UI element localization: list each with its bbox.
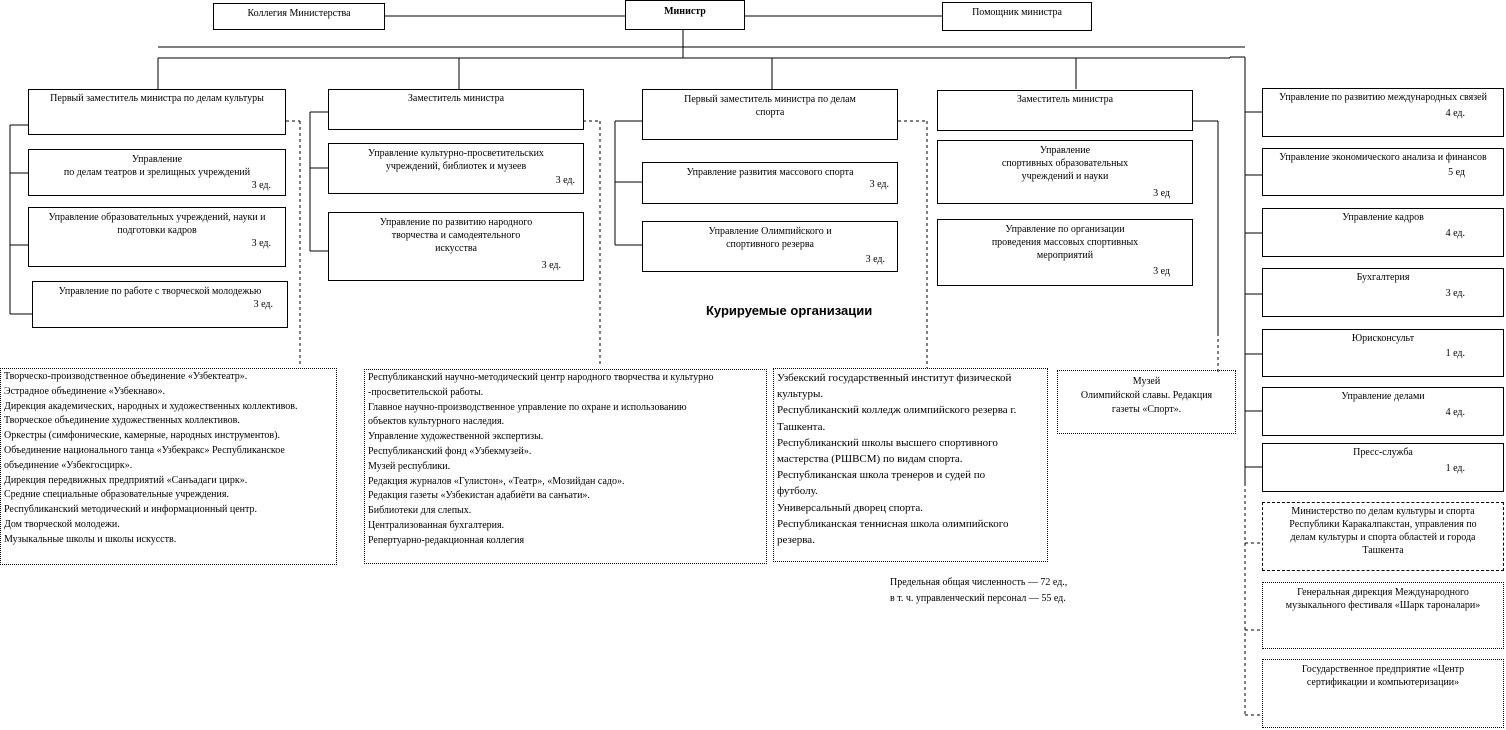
right-dotted-festival-box <box>1262 582 1504 649</box>
right-unit-economics-box <box>1262 148 1504 196</box>
list-item: Репертуарно-редакционная коллегия <box>368 534 525 546</box>
list-item: Средние специальные образовательные учреждения. <box>4 489 229 501</box>
right-dotted-certification-box <box>1262 659 1504 728</box>
list-item: Главное научно-производственное управление по охране и использованию <box>368 401 687 413</box>
dotted-line: Ташкента <box>1362 545 1404 556</box>
unit-line: Управление по развитию народного <box>379 217 533 228</box>
assistant-label: Помощник министра <box>972 7 1062 18</box>
list-item: Музей <box>1132 376 1161 387</box>
collegium-box <box>213 3 385 30</box>
right-unit-title: Управление экономического анализа и финансов <box>1279 152 1487 163</box>
list-item: Республиканская школа тренеров и судей по <box>777 469 986 482</box>
unit-line: проведения массовых спортивных <box>991 237 1139 248</box>
list-item: Управление художественной экспертизы. <box>368 431 544 443</box>
unit-count: 3 ед <box>1153 266 1170 277</box>
list-item: Централизованная бухгалтерия. <box>368 519 505 531</box>
unit-folk-art-box <box>328 212 584 281</box>
deputy-minister-sport-box <box>937 90 1193 131</box>
first-deputy-culture-box <box>28 89 286 135</box>
head-line: спорта <box>755 107 785 118</box>
right-unit-accounting-box <box>1262 268 1504 317</box>
list-item: футболу. <box>777 485 818 498</box>
deputy-minister-label: Заместитель министра <box>407 93 505 104</box>
headcount-total: Предельная общая численность — 72 ед., <box>890 577 1068 588</box>
list-item: Библиотеки для слепых. <box>368 505 472 517</box>
unit-line: учреждений и науки <box>1021 171 1109 182</box>
right-unit-title: Пресс-служба <box>1353 447 1413 458</box>
headcount-management: в т. ч. управленческий персонал — 55 ед. <box>890 593 1066 604</box>
unit-count: 3 ед. <box>253 299 273 310</box>
unit-line: мероприятий <box>1036 250 1094 261</box>
list-item: мастерства (РШВСМ) по видам спорта. <box>777 453 963 466</box>
right-unit-title: Управление по развитию международных связей <box>1279 92 1487 103</box>
dotted-line: музыкального фестиваля «Шарк тароналари» <box>1285 600 1481 611</box>
right-unit-legal-box <box>1262 329 1504 377</box>
unit-mass-events-box <box>937 219 1193 286</box>
list-item: Редакция журналов «Гулистон», «Театр», «Мозийдан садо». <box>368 475 625 487</box>
right-unit-title: Управление кадров <box>1342 212 1424 223</box>
unit-count: 3 ед. <box>541 260 561 271</box>
unit-line: Управление образовательных учреждений, науки и <box>48 212 266 223</box>
list-item: Редакция газеты «Узбекистан адабиёти ва санъати». <box>368 490 590 502</box>
supervised-orgs-title: Курируемые организации <box>706 303 873 318</box>
dotted-line: делам культуры и спорта областей и города <box>1290 532 1476 543</box>
unit-line: Управление <box>1039 145 1091 156</box>
unit-count: 3 ед. <box>251 238 271 249</box>
deputy-minister-label: Заместитель министра <box>1016 94 1114 105</box>
unit-youth-box <box>32 281 288 328</box>
unit-count: 3 ед. <box>251 180 271 191</box>
unit-line: спортивного резерва <box>726 239 814 250</box>
dotted-line: Генеральная дирекция Международного <box>1297 587 1469 598</box>
minister-label: Министр <box>664 6 706 17</box>
orgs-culture-list <box>0 368 337 565</box>
right-unit-international-box <box>1262 88 1504 137</box>
dotted-line: Государственное предприятие «Центр <box>1301 664 1465 675</box>
unit-count: 3 ед. <box>865 254 885 265</box>
headcount-note <box>890 575 1067 607</box>
list-item: Оркестры (симфонические, камерные, народных инструментов). <box>4 430 280 442</box>
list-item: Дирекция передвижных предприятий «Санъадаги цирк». <box>4 474 248 486</box>
right-unit-count: 1 ед. <box>1445 463 1465 474</box>
list-item: Республиканский фонд «Узбекмузей». <box>368 445 532 457</box>
unit-count: 3 ед. <box>869 179 889 190</box>
list-item: Узбекский государственный институт физической <box>777 372 1012 384</box>
unit-education-box <box>28 207 286 267</box>
right-unit-count: 4 ед. <box>1445 407 1465 418</box>
orgs-museum-list <box>1057 370 1236 434</box>
unit-enlightenment-box <box>328 143 584 194</box>
unit-olympic-reserve-box <box>642 221 898 272</box>
list-item: газеты «Спорт». <box>1111 404 1182 415</box>
right-unit-title: Юрисконсульт <box>1351 333 1415 344</box>
list-item: объединение «Узбекгосцирк». <box>4 459 133 471</box>
right-dotted-regional-box <box>1262 502 1504 571</box>
list-item: Творческо-производственное объединение «Узбектеатр». <box>4 371 248 382</box>
unit-line: Управление по работе с творческой молодежью <box>58 286 262 297</box>
first-deputy-sport-box <box>642 89 898 140</box>
list-item: Республиканский школы высшего спортивного <box>777 436 998 449</box>
dotted-line: Министерство по делам культуры и спорта <box>1291 506 1475 517</box>
unit-line: учреждений, библиотек и музеев <box>385 161 527 172</box>
list-item: Республиканский научно-методический центр народного творчества и культурно <box>368 372 714 383</box>
list-item: Эстрадное объединение «Узбекнаво». <box>4 385 166 397</box>
assistant-box <box>942 2 1092 31</box>
unit-mass-sport-box <box>642 162 898 204</box>
orgs-sport-list <box>773 368 1048 562</box>
right-unit-count: 4 ед. <box>1445 228 1465 239</box>
minister-box <box>625 0 745 30</box>
unit-sport-education-box <box>937 140 1193 204</box>
unit-line: подготовки кадров <box>117 225 197 236</box>
right-unit-title: Бухгалтерия <box>1356 272 1410 283</box>
head-line: Первый заместитель министра по делам <box>684 94 856 105</box>
unit-line: Управление культурно-просветительских <box>368 148 544 159</box>
list-item: культуры. <box>777 388 824 401</box>
list-item: Музей республики. <box>368 460 451 472</box>
unit-line: спортивных образовательных <box>1001 158 1129 169</box>
right-unit-count: 1 ед. <box>1445 348 1465 359</box>
unit-theatres-box <box>28 149 286 196</box>
dotted-line: сертификации и компьютеризации» <box>1306 677 1460 688</box>
unit-line: Управление Олимпийского и <box>708 226 832 237</box>
unit-count: 3 ед <box>1153 188 1170 199</box>
list-item: Олимпийской славы. Редакция <box>1080 390 1213 401</box>
right-unit-affairs-box <box>1262 387 1504 436</box>
right-unit-press-box <box>1262 443 1504 492</box>
list-item: Музыкальные школы и школы искусств. <box>4 533 177 545</box>
list-item: резерва. <box>777 534 815 547</box>
unit-line: Управление развития массового спорта <box>686 167 854 178</box>
deputy-minister-culture-box <box>328 89 584 130</box>
list-item: -просветительской работы. <box>368 386 484 398</box>
list-item: Объединение национального танца «Узбекракс» Республиканское <box>4 444 285 456</box>
right-unit-personnel-box <box>1262 208 1504 257</box>
list-item: Республиканская теннисная школа олимпийского <box>777 517 1009 530</box>
right-unit-count: 3 ед. <box>1445 288 1465 299</box>
list-item: Республиканский методический и информационный центр. <box>4 504 258 516</box>
right-unit-count: 5 ед <box>1448 167 1465 178</box>
list-item: Ташкента. <box>777 420 826 433</box>
unit-count: 3 ед. <box>555 175 575 186</box>
list-item: Универсальный дворец спорта. <box>777 501 923 514</box>
orgs-heritage-list <box>364 369 767 564</box>
unit-line: Управление <box>131 154 183 165</box>
list-item: Творческое объединение художественных коллективов. <box>4 415 240 427</box>
list-item: объектов культурного наследия. <box>368 416 505 428</box>
unit-line: искусства <box>435 243 477 254</box>
right-unit-title: Управление делами <box>1341 391 1425 402</box>
collegium-label: Коллегия Министерства <box>247 8 351 19</box>
unit-line: творчества и самодеятельного <box>391 230 521 241</box>
right-unit-count: 4 ед. <box>1445 108 1465 119</box>
unit-line: Управление по организации <box>1005 224 1125 235</box>
list-item: Республиканский колледж олимпийского резерва г. <box>777 404 1017 417</box>
unit-line: по делам театров и зрелищных учреждений <box>63 167 251 178</box>
dotted-line: Республики Каракалпакстан, управления по <box>1289 519 1477 530</box>
list-item: Дом творческой молодежи. <box>4 518 120 530</box>
list-item: Дирекция академических, народных и художественных коллективов. <box>4 400 298 412</box>
first-deputy-culture-label: Первый заместитель министра по делам культуры <box>50 93 264 104</box>
